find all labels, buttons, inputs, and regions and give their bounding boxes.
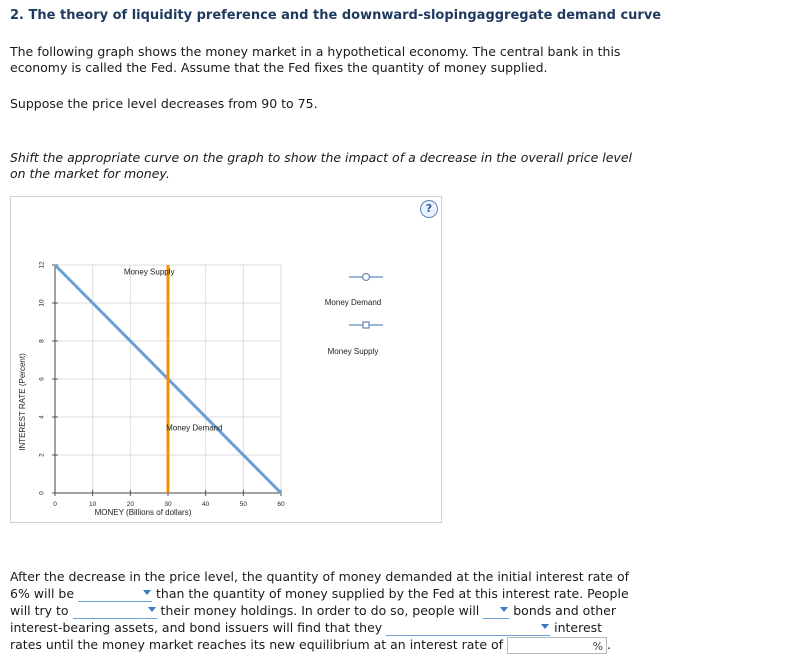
answer-period: . bbox=[607, 637, 612, 652]
answer-line3 bbox=[10, 602, 790, 619]
money-supply-curve-label: Money Supply bbox=[123, 267, 175, 277]
money-market-chart bbox=[11, 197, 441, 522]
x-tick-label: 60 bbox=[277, 501, 285, 508]
answer-seg-a: 6% will be bbox=[10, 586, 75, 601]
money-demand-curve-label: Money Demand bbox=[166, 423, 223, 433]
chevron-down-icon bbox=[143, 590, 151, 595]
y-tick-label: 0 bbox=[38, 491, 46, 495]
x-tick-label: 30 bbox=[164, 501, 172, 508]
y-tick-label: 4 bbox=[38, 415, 46, 419]
x-tick-label: 40 bbox=[202, 501, 210, 508]
y-tick-label: 2 bbox=[38, 453, 46, 457]
y-tick-label: 8 bbox=[38, 339, 46, 343]
x-tick-label: 10 bbox=[89, 501, 97, 508]
help-icon[interactable]: ? bbox=[420, 200, 438, 218]
instruction-line2: on the market for money. bbox=[10, 166, 170, 181]
answer-seg-b: than the quantity of money supplied by the Fed at this interest rate. People bbox=[156, 586, 629, 601]
chevron-down-icon bbox=[500, 607, 508, 612]
y-tick-label: 12 bbox=[38, 261, 46, 269]
legend-demand-label: Money Demand bbox=[324, 298, 382, 307]
x-axis-label: MONEY (Billions of dollars) bbox=[94, 508, 192, 517]
intro-text-line2: economy is called the Fed. Assume that the Fed fixes the quantity of money supplied. bbox=[10, 60, 548, 75]
x-tick-label: 20 bbox=[126, 501, 134, 508]
answer-seg-d: their money holdings. In order to do so, people will bbox=[160, 603, 480, 618]
answer-seg-g: interest bbox=[554, 620, 603, 635]
legend-supply-handle-icon[interactable] bbox=[363, 322, 369, 328]
answer-line2 bbox=[10, 585, 790, 602]
price-change-text: Suppose the price level decreases from 90 to 75. bbox=[10, 96, 318, 111]
answer-line1: After the decrease in the price level, the quantity of money demanded at the initial interest rate of bbox=[10, 569, 630, 584]
comparison-dropdown[interactable] bbox=[78, 587, 152, 602]
question-title: 2. The theory of liquidity preference and the downward-slopingaggregate demand curve bbox=[10, 8, 662, 23]
holdings-action-dropdown[interactable] bbox=[73, 604, 157, 619]
answer-seg-h: rates until the money market reaches its new equilibrium at an interest rate of bbox=[10, 637, 504, 652]
answer-line5 bbox=[10, 636, 790, 654]
answer-seg-c: will try to bbox=[10, 603, 69, 618]
answer-seg-e: bonds and other bbox=[513, 603, 616, 618]
x-tick-label: 0 bbox=[53, 501, 57, 508]
graph-panel bbox=[10, 196, 442, 523]
instruction-line1: Shift the appropriate curve on the graph to show the impact of a decrease in the overall price level bbox=[10, 150, 632, 165]
answer-seg-f: interest-bearing assets, and bond issuers will find that they bbox=[10, 620, 383, 635]
answer-line4 bbox=[10, 619, 790, 636]
intro-text-line1: The following graph shows the money market in a hypothetical economy. The central bank in this bbox=[10, 44, 621, 59]
percent-sign: % bbox=[592, 640, 604, 653]
x-tick-label: 50 bbox=[239, 501, 247, 508]
bond-action-dropdown[interactable] bbox=[483, 604, 509, 619]
y-tick-label: 6 bbox=[38, 377, 46, 381]
legend-supply-label: Money Supply bbox=[327, 347, 379, 356]
legend-demand-handle-icon[interactable] bbox=[363, 274, 370, 281]
y-axis-label: INTEREST RATE (Percent) bbox=[18, 353, 27, 451]
chevron-down-icon bbox=[148, 607, 156, 612]
equilibrium-rate-input[interactable] bbox=[507, 637, 607, 654]
answer-paragraph bbox=[10, 568, 790, 654]
interest-action-dropdown[interactable] bbox=[386, 621, 550, 636]
y-tick-label: 10 bbox=[38, 299, 46, 307]
chevron-down-icon bbox=[541, 624, 549, 629]
